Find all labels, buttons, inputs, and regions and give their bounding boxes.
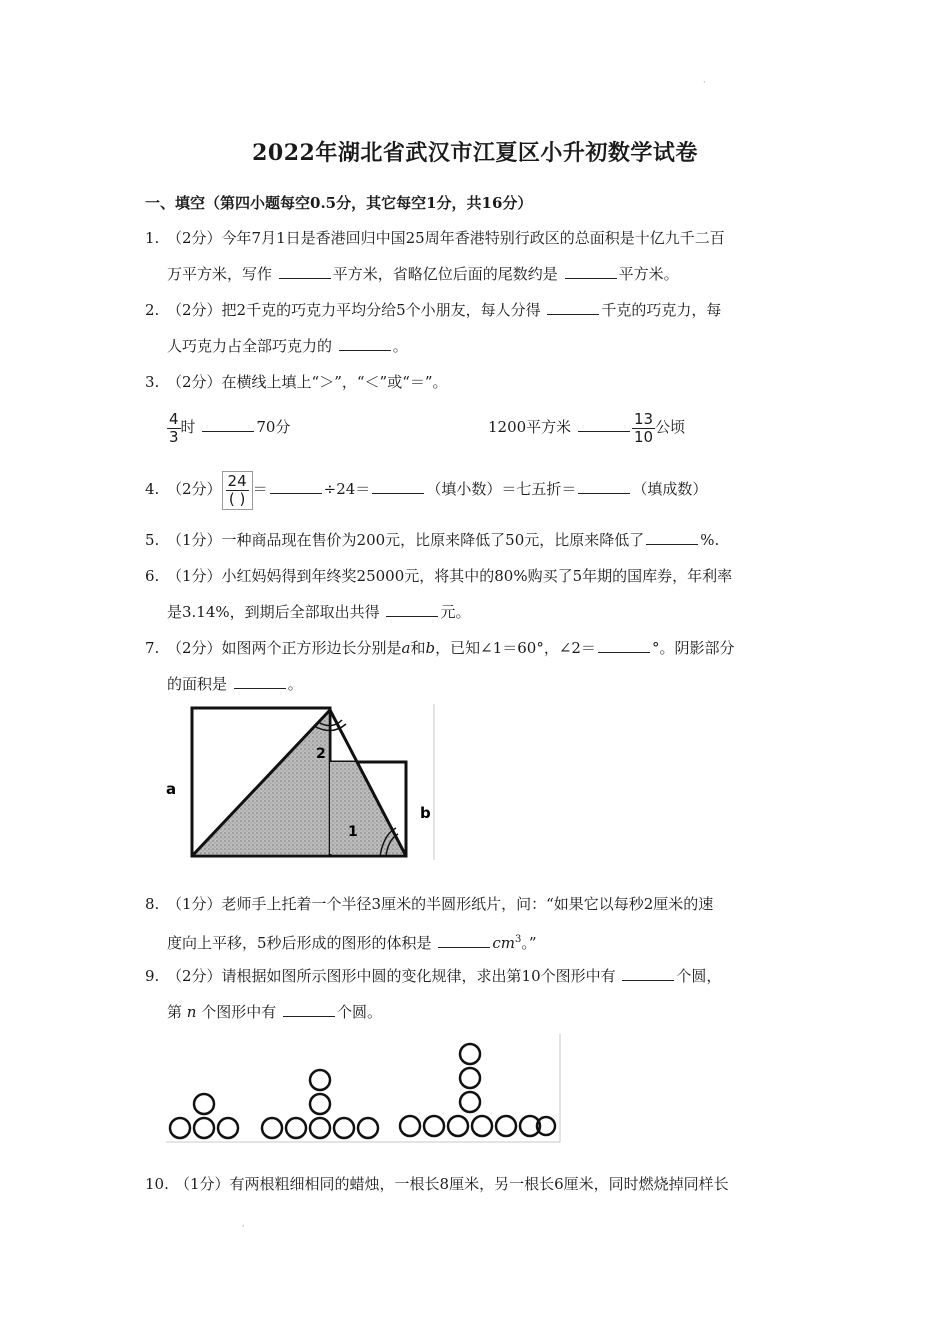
angle-1-label: 1 [348,824,358,840]
pattern-figure-2 [262,1070,378,1138]
question-7-line2: 的面积是 。 [167,675,303,693]
answer-blank[interactable] [622,966,674,981]
pattern-figure-3 [400,1044,555,1136]
section-heading: 一、填空（第四小题每空0.5分，其它每空1分，共16分） [145,194,533,212]
question-3: 3. （2分）在横线上填上“＞”，“＜”或“＝”。 [145,373,448,391]
answer-blank[interactable] [372,479,424,494]
label-a: a [166,780,177,798]
answer-blank[interactable] [279,264,331,279]
answer-blank[interactable] [270,479,322,494]
question-7: 7. （2分）如图两个正方形边长分别是a和b，已知∠1＝60°，∠2＝ °。阴影部分 [145,639,735,657]
question-1: 1. （2分）今年7月1日是香港回归中国25周年香港特别行政区的总面积是十亿九千二百 [145,229,725,247]
corner-dot: · [703,78,706,87]
answer-blank[interactable] [202,417,254,432]
question-2: 2. （2分）把2千克的巧克力平均分给5个小朋友，每人分得 千克的巧克力，每 [145,301,722,319]
question-9: 9. （2分）请根据如图所示图形中圆的变化规律，求出第10个图形中有 个圆， [145,967,722,985]
question-8: 8. （1分）老师手上托着一个半径3厘米的半圆形纸片，问：“如果它以每秒2厘米的速 [145,895,714,913]
question-1-line2: 万平方米，写作 平方米，省略亿位后面的尾数约是 平方米。 [167,265,679,283]
footer-dot: · [242,1222,245,1231]
answer-blank[interactable] [234,674,286,689]
pattern-figure-1 [170,1094,238,1138]
fraction: $\frac{4}{3}$ [169,409,179,446]
question-9-line2: 第 n 个图形中有 个圆。 [167,1003,383,1021]
squares-figure [160,700,440,862]
question-10: 10. （1分）有两根粗细相同的蜡烛，一根长8厘米，另一根长6厘米，同时燃烧掉同样长 [145,1175,729,1193]
question-number: 1. [145,229,160,247]
answer-blank[interactable] [386,602,438,617]
question-5: 5. （1分）一种商品现在售价为200元，比原来降低了50元，比原来降低了 %. [145,531,720,549]
page-title: 2022年湖北省武汉市江夏区小升初数学试卷 [252,140,698,166]
fraction: $\frac{24}{( )}$ [222,471,253,510]
answer-blank[interactable] [547,300,599,315]
question-6-line2: 是3.14%，到期后全部取出共得 元。 [167,603,471,621]
question-8-line2: 度向上平移，5秒后形成的图形的体积是 $cm^3$。” [167,934,537,952]
answer-blank[interactable] [578,417,630,432]
answer-blank[interactable] [646,530,698,545]
question-3-item2: 1200平方米 $\frac{13}{10}$ 公顷 [488,409,686,446]
answer-blank[interactable] [283,1002,335,1017]
label-b: b [420,804,431,822]
answer-blank[interactable] [565,264,617,279]
fraction: $\frac{13}{10}$ [633,409,654,446]
question-2-line2: 人巧克力占全部巧克力的 。 [167,337,408,355]
question-4: 4. （2分） $\frac{24}{( )}$ ＝ ÷24＝ （填小数）＝七五折＝ （填成数） [145,471,708,508]
answer-blank[interactable] [339,336,391,351]
angle-2-label: 2 [316,746,326,762]
answer-blank[interactable] [578,479,630,494]
answer-blank[interactable] [598,638,650,653]
question-6: 6. （1分）小红妈妈得到年终奖25000元，将其中的80%购买了5年期的国库券，年利率 [145,567,733,585]
answer-blank[interactable] [438,933,490,948]
circles-pattern-figure [162,1030,564,1146]
question-3-item1: $\frac{4}{3}$ 时 70分 [169,409,291,446]
